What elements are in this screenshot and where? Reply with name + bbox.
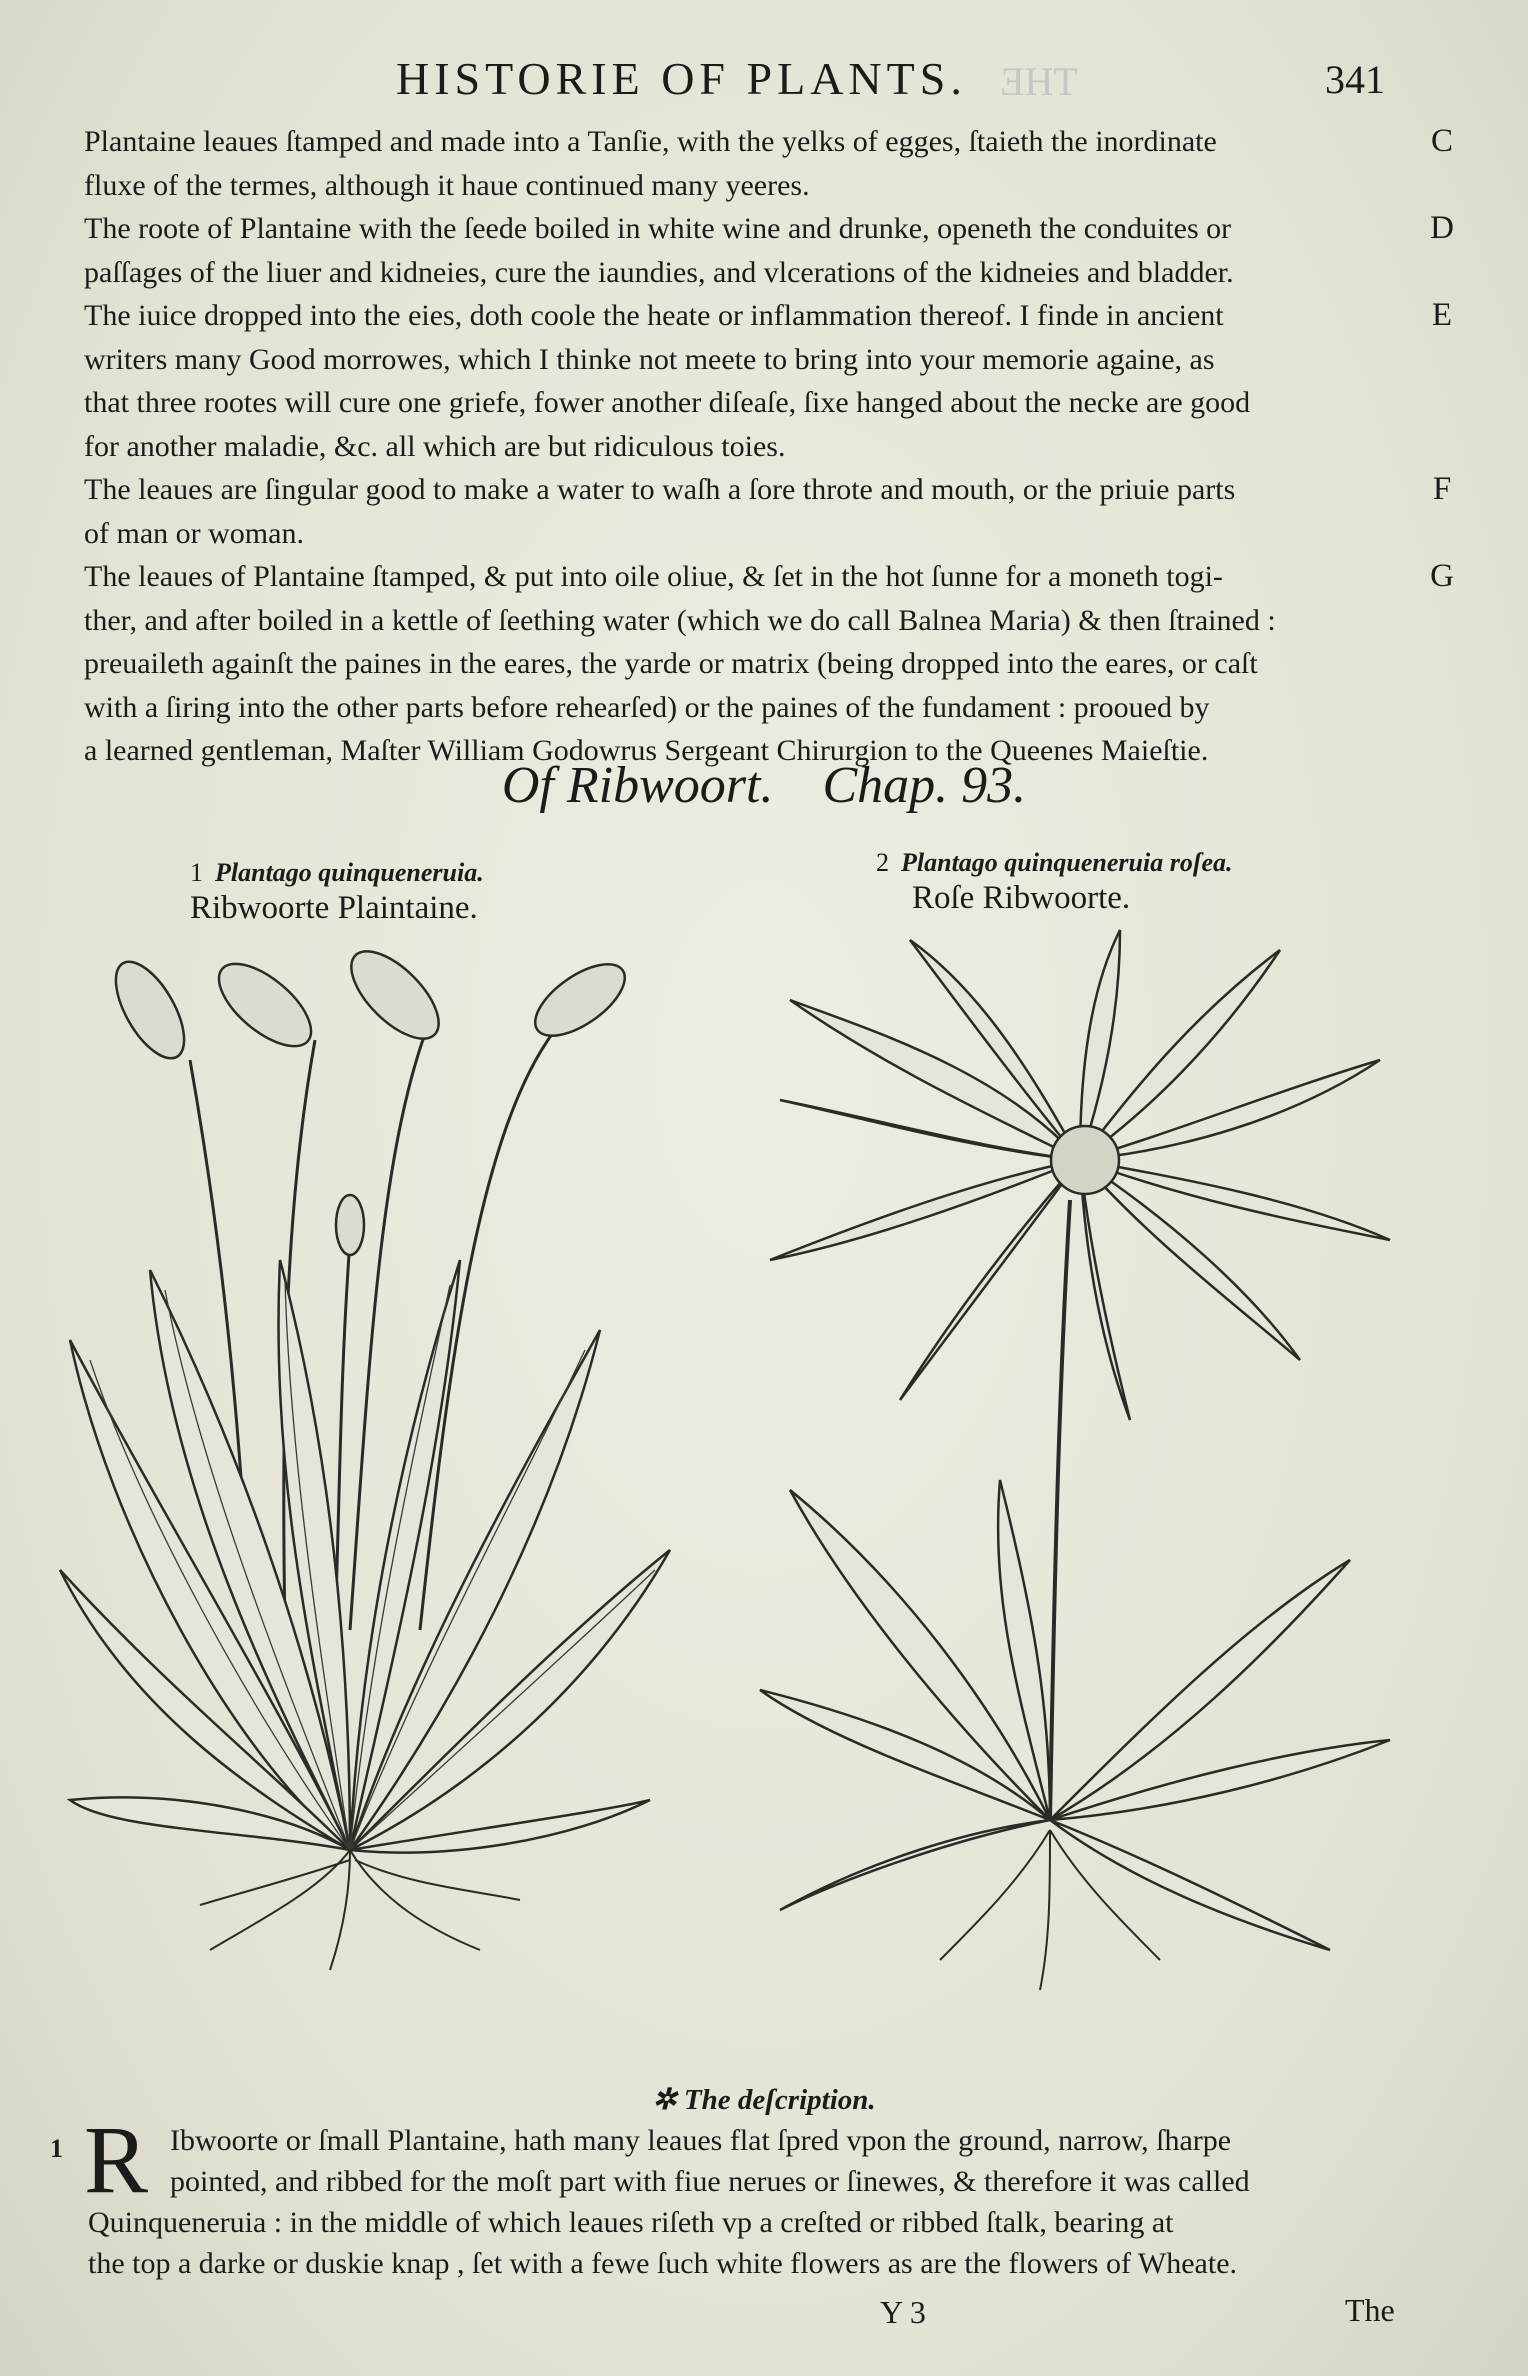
text-line: The iuice dropped into the eies, doth coole the heate or inflammation thereof. I finde in ancient bbox=[84, 299, 1224, 332]
margin-letter: E bbox=[1431, 297, 1453, 333]
margin-letter: D bbox=[1430, 210, 1454, 246]
figure-latin-name: Plantago quinqueneruia. bbox=[215, 858, 484, 887]
text-line: writers many Good morrowes, which I thinke not meete to bring into your memorie againe, as bbox=[84, 342, 1215, 376]
text-line: The leaues of Plantaine ſtamped, & put into oile oliue, & ſet in the hot ſunne for a moneth togi- bbox=[84, 560, 1223, 593]
text-line: preuaileth againſt the paines in the eares, the yarde or matrix (being dropped into the eares, or caſt bbox=[84, 647, 1258, 680]
figure-2-caption bbox=[876, 848, 1233, 917]
text-line: the top a darke or duskie knap , ſet with a fewe ſuch white flowers as are the flowers of Wheate. bbox=[88, 2247, 1238, 2280]
figure-english-name: Ribwoorte Plaintaine. bbox=[190, 890, 478, 926]
body-paragraphs bbox=[84, 120, 1454, 773]
text-line: The roote of Plantaine with the ſeede boiled in white wine and drunke, openeth the conduites or bbox=[84, 212, 1232, 245]
text-line: paſſages of the liuer and kidneies, cure the iaundies, and vlcerations of the kidneies and bladder. bbox=[84, 255, 1234, 289]
chapter-number: Chap. 93. bbox=[822, 757, 1027, 814]
paragraph-e bbox=[84, 294, 1453, 468]
chapter-heading bbox=[0, 756, 1528, 815]
figure-number: 1 bbox=[190, 858, 203, 887]
margin-letter: C bbox=[1430, 123, 1453, 159]
margin-letter: F bbox=[1432, 471, 1452, 507]
text-line: Ibwoorte or ſmall Plantaine, hath many leaues flat ſpred vpon the ground, narrow, ſharpe bbox=[170, 2124, 1232, 2157]
chapter-title: Of Ribwoort. bbox=[501, 757, 774, 814]
text-line: Quinqueneruia : in the middle of which leaues riſeth vp a creſted or ribbed ſtalk, bearing at bbox=[88, 2206, 1174, 2239]
text-line: Plantaine leaues ſtamped and made into a Tanſie, with the yelks of egges, ſtaieth the inordinate bbox=[84, 125, 1217, 158]
description-lines bbox=[88, 2120, 1250, 2284]
catchword: The bbox=[1345, 2292, 1395, 2328]
rose-ribwort-woodcut bbox=[750, 920, 1410, 2020]
running-title: HISTORIE OF PLANTS. bbox=[396, 53, 967, 104]
figure-1-caption bbox=[190, 858, 484, 927]
section-heading-description: ✲ The deſcription. bbox=[652, 2084, 876, 2116]
margin-letter: G bbox=[1430, 558, 1454, 594]
flower-center bbox=[1051, 1126, 1119, 1194]
text-line: fluxe of the termes, although it haue continued many yeeres. bbox=[84, 168, 810, 202]
text-line: for another maladie, &c. all which are but ridiculous toies. bbox=[84, 429, 786, 463]
text-line: The leaues are ſingular good to make a water to waſh a ſore throte and mouth, or the priuie parts bbox=[84, 473, 1236, 506]
text-line: of man or woman. bbox=[84, 516, 304, 550]
page-header bbox=[0, 52, 1528, 122]
item-number: 1 bbox=[50, 2134, 63, 2163]
page-number: 341 bbox=[1325, 57, 1385, 102]
signature-mark: Y 3 bbox=[880, 2294, 926, 2330]
paragraph-d bbox=[84, 207, 1454, 294]
text-line: that three rootes will cure one griefe, fower another diſeaſe, ſixe hanged about the necke are good bbox=[84, 386, 1251, 419]
text-line: with a ſiring into the other parts before rehearſed) or the paines of the fundament : prooued by bbox=[84, 690, 1210, 724]
paragraph-c bbox=[84, 120, 1453, 207]
drop-cap: R bbox=[84, 2106, 149, 2213]
paragraph-f bbox=[84, 468, 1452, 555]
text-line: pointed, and ribbed for the moſt part with fiue nerues or ſinewes, & therefore it was called bbox=[170, 2165, 1250, 2198]
figure-latin-name: Plantago quinqueneruia roſea. bbox=[901, 848, 1233, 877]
text-line: ther, and after boiled in a kettle of ſeething water (which we do call Balnea Maria) & then ſtrained : bbox=[84, 603, 1276, 637]
text-line: a learned gentleman, Maſter William Godowrus Sergeant Chirurgion to the Queenes Maieſtie. bbox=[84, 734, 1209, 767]
figure-number: 2 bbox=[876, 848, 889, 877]
paragraph-g bbox=[84, 555, 1454, 773]
figure-english-name: Roſe Ribwoorte. bbox=[912, 880, 1131, 916]
bleed-through-text: THE bbox=[1000, 59, 1078, 104]
ribwort-plantain-woodcut bbox=[50, 930, 690, 1980]
